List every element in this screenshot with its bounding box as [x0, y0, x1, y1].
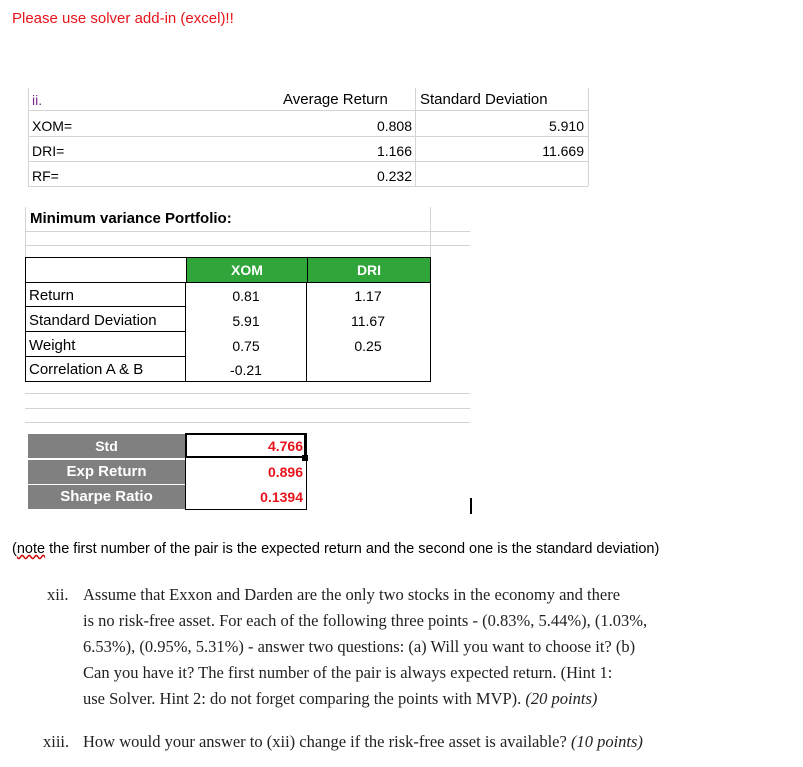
gridline [25, 422, 470, 423]
dri-weight-value: 0.25 [354, 338, 382, 354]
question-line [83, 729, 643, 755]
page-title: Please use solver add-in (excel)!! [12, 10, 234, 27]
table-divider [25, 331, 185, 332]
points-label: (20 points) [525, 689, 598, 708]
question-line: Assume that Exxon and Darden are the only two stocks in the economy and there [83, 585, 621, 604]
header-blank-cell [25, 257, 187, 282]
question-text: use Solver. Hint 2: do not forget comparing the points with MVP). [83, 689, 522, 708]
row-label-correlation: Correlation A & B [29, 361, 144, 378]
row-label: DRI= [32, 143, 65, 159]
gridline [25, 393, 470, 394]
gridline [28, 186, 588, 187]
question-line: 6.53%), (0.95%, 5.31%) - answer two questions: (a) Will you want to choose it? (b) [83, 637, 636, 656]
row-label: RF= [32, 168, 59, 184]
note-word: note [16, 541, 46, 557]
average-return-value: 0.232 [376, 168, 412, 184]
question-number: xii. [47, 585, 69, 604]
row-label: XOM= [32, 118, 73, 134]
standard-deviation-value: 5.910 [548, 118, 584, 134]
exp-return-value: 0.896 [267, 464, 303, 480]
question-line: is no risk-free asset. For each of the following three points - (0.83%, 5.44%), (1.03%, [83, 611, 648, 630]
xom-std-value: 5.91 [232, 313, 260, 329]
row-label-standard-deviation: Standard Deviation [29, 312, 157, 329]
gridline [25, 245, 470, 246]
gridline [25, 408, 470, 409]
mvp-heading: Minimum variance Portfolio: [30, 210, 232, 227]
gridline [588, 88, 589, 186]
summary-label-sharpe-ratio: Sharpe Ratio [27, 484, 186, 510]
section-label: ii. [32, 92, 43, 108]
xom-weight-value: 0.75 [232, 338, 260, 354]
column-header-xom: XOM [186, 257, 308, 283]
column-header-dri: DRI [307, 257, 431, 283]
question-line [83, 686, 597, 712]
gridline [25, 207, 26, 257]
row-label-return: Return [29, 287, 75, 304]
note-rest: the first number of the pair is the expected return and the second one is the standard deviation) [45, 541, 660, 557]
average-return-value: 1.166 [376, 143, 412, 159]
correlation-value: -0.21 [230, 362, 262, 378]
question-number: xiii. [43, 732, 70, 751]
fill-handle[interactable] [302, 455, 308, 461]
dri-return-value: 1.17 [354, 288, 382, 304]
question-text: How would your answer to (xii) change if the risk-free asset is available? [83, 732, 567, 751]
sharpe-ratio-value: 0.1394 [260, 489, 303, 505]
table-divider [25, 306, 185, 307]
question-line: Can you have it? The first number of the pair is always expected return. (Hint 1: [83, 663, 613, 682]
table-divider [25, 356, 185, 357]
summary-label-std: Std [27, 433, 186, 459]
column-header-standard-deviation: Standard Deviation [420, 91, 548, 108]
text-cursor [470, 498, 472, 514]
gridline [28, 136, 588, 137]
summary-label-exp-return: Exp Return [27, 459, 186, 485]
gridline [25, 231, 470, 232]
gridline [28, 161, 588, 162]
xom-return-value: 0.81 [232, 288, 260, 304]
gridline [28, 110, 588, 111]
gridline [415, 88, 416, 186]
average-return-value: 0.808 [376, 118, 412, 134]
std-value: 4.766 [267, 438, 303, 454]
standard-deviation-value: 11.669 [542, 143, 584, 159]
note-open-paren: ( [12, 541, 17, 557]
gridline [430, 207, 431, 257]
points-label: (10 points) [570, 732, 643, 751]
gridline [28, 88, 29, 186]
dri-std-value: 11.67 [351, 313, 385, 329]
column-header-average-return: Average Return [283, 91, 388, 108]
note-text [12, 541, 659, 557]
row-label-weight: Weight [29, 337, 76, 354]
